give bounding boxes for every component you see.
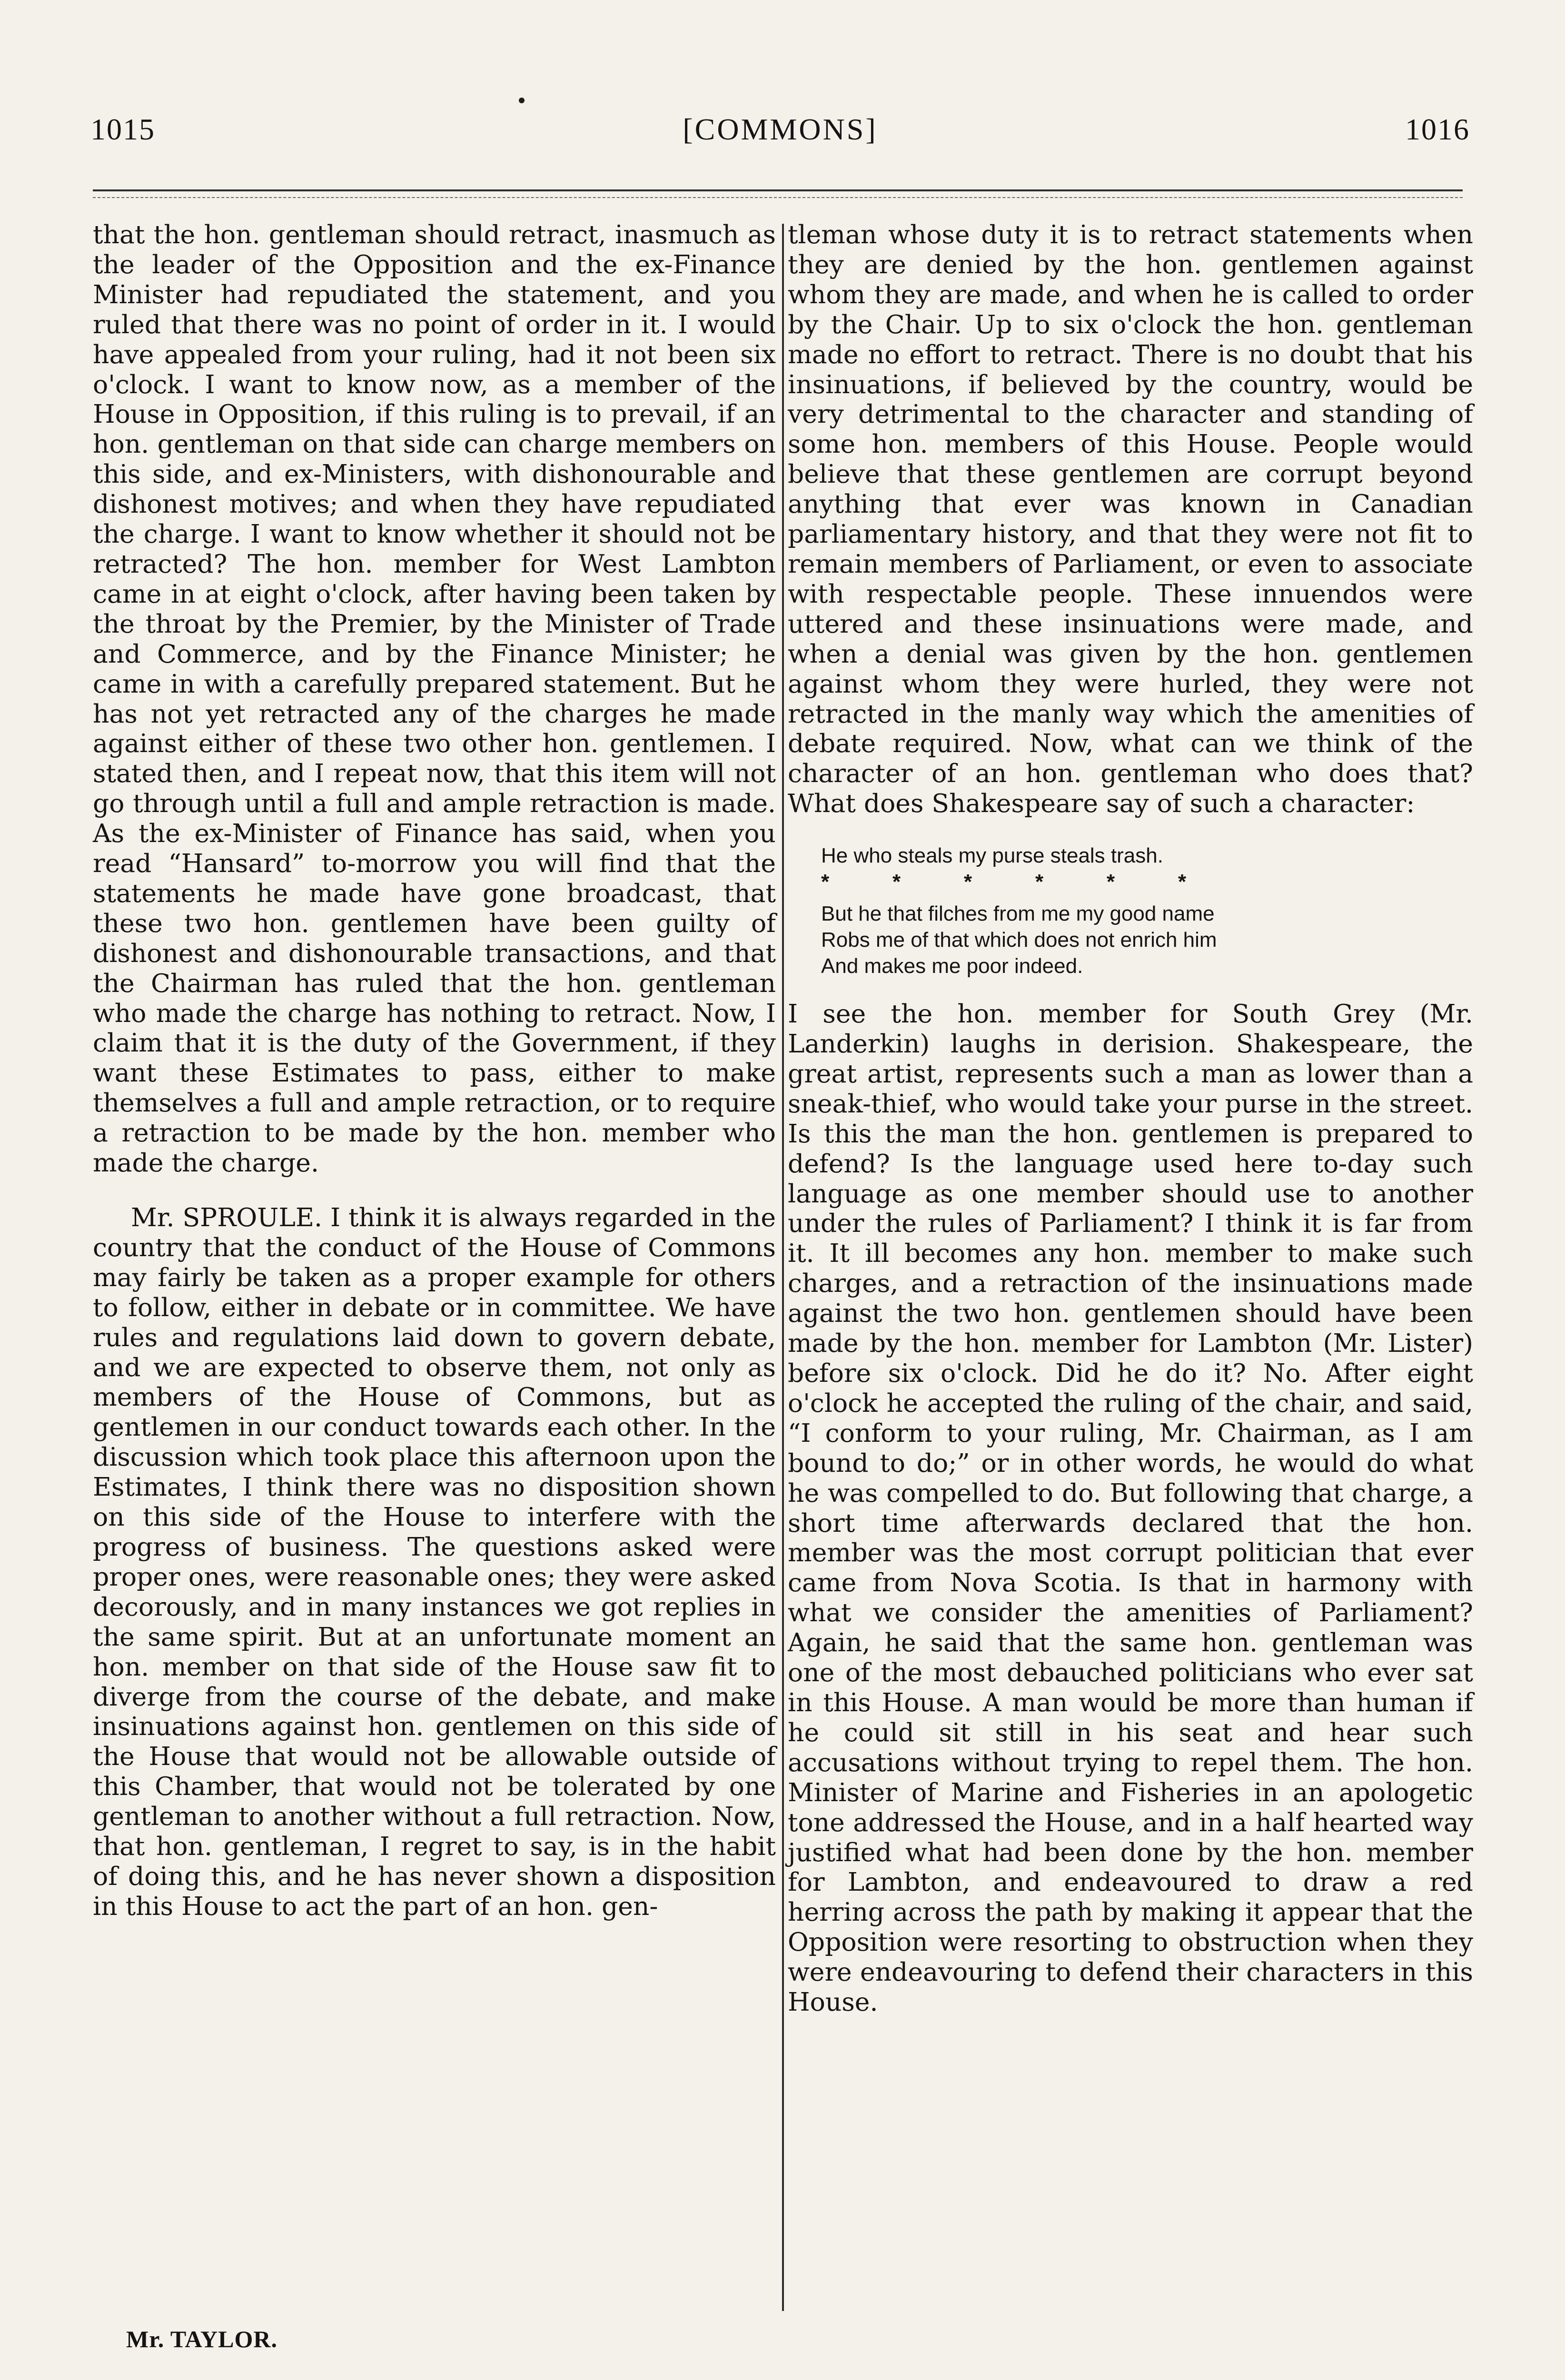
page-number-right: 1016 (1405, 112, 1470, 146)
column-divider (782, 224, 784, 2311)
speaker-footer: Mr. TAYLOR. (126, 2326, 278, 2352)
right-column (788, 220, 1473, 2017)
page-title: [COMMONS] (683, 112, 878, 146)
header-rule-dashed (93, 197, 1463, 198)
quote-ellipsis-stars: * * * * * * (821, 870, 1187, 894)
left-column (93, 220, 776, 1922)
page-number-left: 1015 (90, 112, 155, 146)
left-paragraph-1: that the hon. gentleman should retract, inasmuch as the leader of the Opposition and the ex-Finance Minister had repudiated the statement, and you ruled that there was no point of order in it. I would have appealed from your ruling, had it not been six o'clock. I want to know now, as a member of the House in Opposition, if this ruling is to prevail, if an hon. gentleman on that side can charge members on this side, and ex-Ministers, with dishonourable and dishonest motives; and when they have repudiated the charge. I want to know whether it should not be retracted? The hon. member for West Lambton came in at eight o'clock, after having been taken by the throat by the Premier, by the Minister of Trade and Commerce, and by the Finance Minister; he came in with a carefully prepared statement. But he has not yet retracted any of the charges he made against either of these two other hon. gentlemen. I stated then, and I repeat now, that this item will not go through until a full and ample retraction is made. As the ex-Minister of Finance has said, when you read “Hansard” to-morrow you will find that the statements he made have gone broadcast, that these two hon. gentlemen have been guilty of dishonest and dishonourable transactions, and that the Chairman has ruled that the hon. gentleman who made the charge has nothing to retract. Now, I claim that it is the duty of the Government, if they want these Estimates to pass, either to make themselves a full and ample retraction, or to require a retraction to be made by the hon. member who made the charge. (93, 219, 776, 1178)
page-mark (519, 98, 525, 103)
header-rule (93, 189, 1463, 191)
quote-line-1: He who steals my purse steals trash. (821, 844, 1163, 868)
quote-line-3: Robs me of that which does not enrich him (821, 928, 1217, 952)
quote-line-2: But he that filches from me my good name (821, 902, 1215, 926)
right-paragraph-2: I see the hon. member for South Grey (Mr. Landerkin) laughs in derision. Shakespeare, the great artist, represents such a man as lower than a sneak-thief, who would take your purse in the street. Is this the man the hon. gentlemen is prepared to defend? Is the language used here to-day such language as one member should use to another under the rules of Parliament? I think it is far from it. It ill becomes any hon. member to make such charges, and a retraction of the insinuations made against the two hon. gentlemen should have been made by the hon. member for Lambton (Mr. Lister) before six o'clock. Did he do it? No. After eight o'clock he accepted the ruling of the chair, and said, “I conform to your ruling, Mr. Chairman, as I am bound to do;” or in other words, he would do what he was compelled to do. But following that charge, a short time afterwards declared that the hon. member was the most corrupt politician that ever came from Nova Scotia. Is that in harmony with what we consider the amenities of Parliament? Again, he said that the same hon. gentleman was one of the most debauched politicians who ever sat in this House. A man would be more than human if he could sit still in his seat and hear such accusations without trying to repel them. The hon. Minister of Marine and Fisheries in an apologetic tone addressed the House, and in a half hearted way justified what had been done by the hon. member for Lambton, and endeavoured to draw a red herring across the path by making it appear that the Opposition were resorting to obstruction when they were endeavouring to defend their characters in this House. (788, 999, 1473, 2017)
quote-line-4: And makes me poor indeed. (821, 954, 1083, 978)
left-paragraph-sproule: Mr. SPROULE. I think it is always regarded in the country that the conduct of the House of Commons may fairly be taken as a proper example for others to follow, either in debate or in committee. We have rules and regulations laid down to govern debate, and we are expected to observe them, not only as members of the House of Commons, but as gentlemen in our conduct towards each other. In the discussion which took place this afternoon upon the Estimates, I think there was no disposition shown on this side of the House to interfere with the progress of business. The questions asked were proper ones, were reasonable ones; they were asked decorously, and in many instances we got replies in the same spirit. But at an unfortunate moment an hon. member on that side of the House saw fit to diverge from the course of the debate, and make insinuations against hon. gentlemen on this side of the House that would not be allowable outside of this Chamber, that would not be tolerated by one gentleman to another without a full retraction. Now, that hon. gentleman, I regret to say, is in the habit of doing this, and he has never shown a disposition in this House to act the part of an hon. gen- (93, 1202, 776, 1921)
page-header (90, 112, 1470, 164)
right-paragraph-1: tleman whose duty it is to retract statements when they are denied by the hon. gentlemen against whom they are made, and when he is called to order by the Chair. Up to six o'clock the hon. gentleman made no effort to retract. There is no doubt that his insinuations, if believed by the country, would be very detrimental to the character and standing of some hon. members of this House. People would believe that these gentlemen are corrupt beyond anything that ever was known in Canadian parliamentary history, and that they were not fit to remain members of Parliament, or even to associate with respectable people. These innuendos were uttered and these insinuations were made, and when a denial was given by the hon. gentlemen against whom they were hurled, they were not retracted in the manly way which the amenities of debate required. Now, what can we think of the character of an hon. gentleman who does that? What does Shakespeare say of such a character: (788, 219, 1473, 819)
shakespeare-quote (821, 843, 1473, 979)
